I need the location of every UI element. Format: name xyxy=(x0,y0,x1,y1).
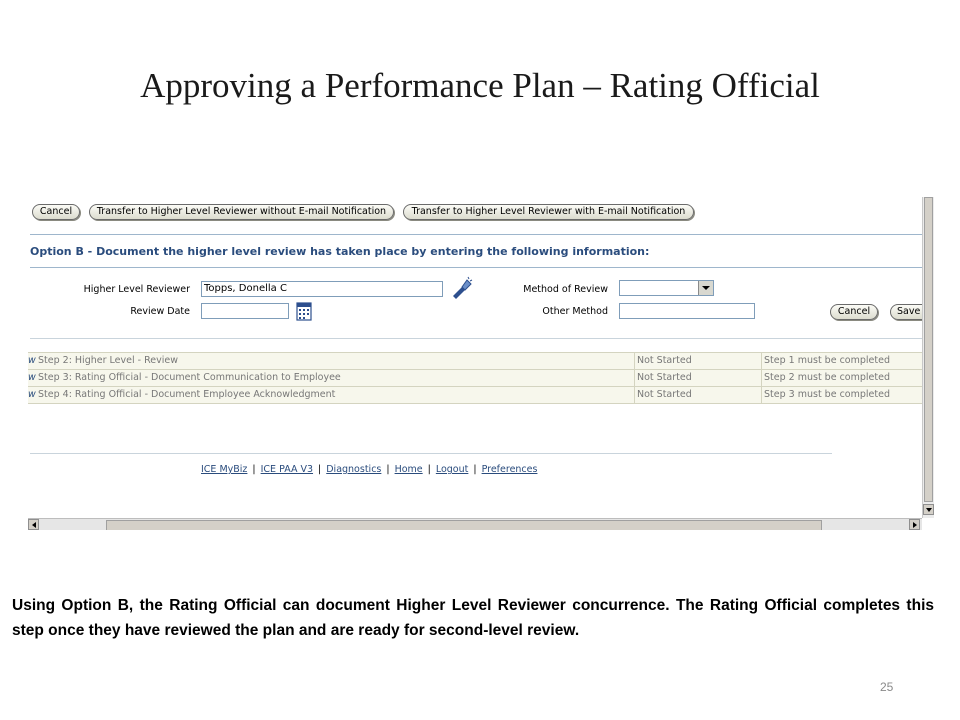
higher-level-reviewer-label: Higher Level Reviewer xyxy=(83,284,190,295)
step-status: Not Started xyxy=(637,372,692,383)
step-status: Not Started xyxy=(637,355,692,366)
scroll-left-button[interactable] xyxy=(28,519,39,530)
step-note: Step 3 must be completed xyxy=(764,389,890,400)
app-screenshot xyxy=(28,197,934,530)
horizontal-scroll-thumb[interactable] xyxy=(106,520,822,530)
transfer-without-email-button[interactable]: Transfer to Higher Level Reviewer without E-mail Notification xyxy=(89,204,394,220)
footer-link-diagnostics[interactable]: Diagnostics xyxy=(326,464,382,475)
row-link-edge[interactable]: w xyxy=(28,372,36,383)
step-name: Step 3: Rating Official - Document Communication to Employee xyxy=(38,372,341,383)
footer-link-ice-mybiz[interactable]: ICE MyBiz xyxy=(201,464,248,475)
scroll-right-icon xyxy=(913,522,917,528)
other-method-label: Other Method xyxy=(542,306,608,317)
table-row xyxy=(28,370,934,387)
review-date-label: Review Date xyxy=(130,306,190,317)
step-name: Step 4: Rating Official - Document Employee Acknowledgment xyxy=(38,389,336,400)
chevron-down-icon[interactable] xyxy=(698,281,713,295)
footer-link-logout[interactable]: Logout xyxy=(435,464,469,475)
vertical-scrollbar[interactable] xyxy=(922,197,934,518)
scroll-down-button[interactable] xyxy=(923,504,934,515)
slide-caption: Using Option B, the Rating Official can document Higher Level Reviewer concurrence. The Rating Official completes this step once they have reviewed the plan and are ready for second-level review. xyxy=(12,597,934,639)
step-name: Step 2: Higher Level - Review xyxy=(38,355,178,366)
footer-link-home[interactable]: Home xyxy=(394,464,423,475)
footer-separator: | xyxy=(318,464,322,475)
option-b-header: Option B - Document the higher level review has taken place by entering the following information: xyxy=(30,245,650,258)
option-b-cancel-button[interactable]: Cancel xyxy=(830,304,878,320)
horizontal-scrollbar[interactable] xyxy=(28,518,922,530)
divider xyxy=(634,370,635,386)
method-of-review-label: Method of Review xyxy=(523,284,608,295)
vertical-scroll-thumb[interactable] xyxy=(924,197,933,502)
step-status: Not Started xyxy=(637,389,692,400)
transfer-with-email-button[interactable]: Transfer to Higher Level Reviewer with E-mail Notification xyxy=(403,204,694,220)
scroll-left-icon xyxy=(32,522,36,528)
footer-separator: | xyxy=(386,464,390,475)
row-link-edge[interactable]: w xyxy=(28,355,36,366)
footer-link-ice-paa[interactable]: ICE PAA V3 xyxy=(260,464,314,475)
footer-separator: | xyxy=(427,464,431,475)
calendar-icon[interactable] xyxy=(296,301,312,321)
other-method-input[interactable] xyxy=(619,303,755,319)
steps-table xyxy=(28,352,934,404)
cancel-button[interactable]: Cancel xyxy=(32,204,80,220)
scroll-down-icon xyxy=(926,508,932,512)
footer-separator: | xyxy=(473,464,477,475)
higher-level-reviewer-input[interactable]: Topps, Donella C xyxy=(201,281,443,297)
divider xyxy=(634,353,635,369)
scroll-right-button[interactable] xyxy=(909,519,920,530)
row-link-edge[interactable]: w xyxy=(28,389,36,400)
footer-link-preferences[interactable]: Preferences xyxy=(481,464,538,475)
step-note: Step 1 must be completed xyxy=(764,355,890,366)
footer-links xyxy=(201,464,537,475)
page-number: 25 xyxy=(880,680,894,694)
method-of-review-select[interactable] xyxy=(619,280,714,296)
footer-separator: | xyxy=(252,464,256,475)
review-date-input[interactable] xyxy=(201,303,289,319)
divider xyxy=(761,387,762,403)
table-row xyxy=(28,387,934,404)
divider xyxy=(30,234,922,235)
save-button[interactable]: Save xyxy=(890,304,934,320)
slide-title: Approving a Performance Plan – Rating Official xyxy=(140,66,820,105)
divider xyxy=(761,353,762,369)
table-row xyxy=(28,352,934,370)
step-note: Step 2 must be completed xyxy=(764,372,890,383)
divider xyxy=(634,387,635,403)
divider xyxy=(30,453,832,454)
divider xyxy=(761,370,762,386)
divider xyxy=(30,338,922,339)
divider xyxy=(30,267,922,268)
